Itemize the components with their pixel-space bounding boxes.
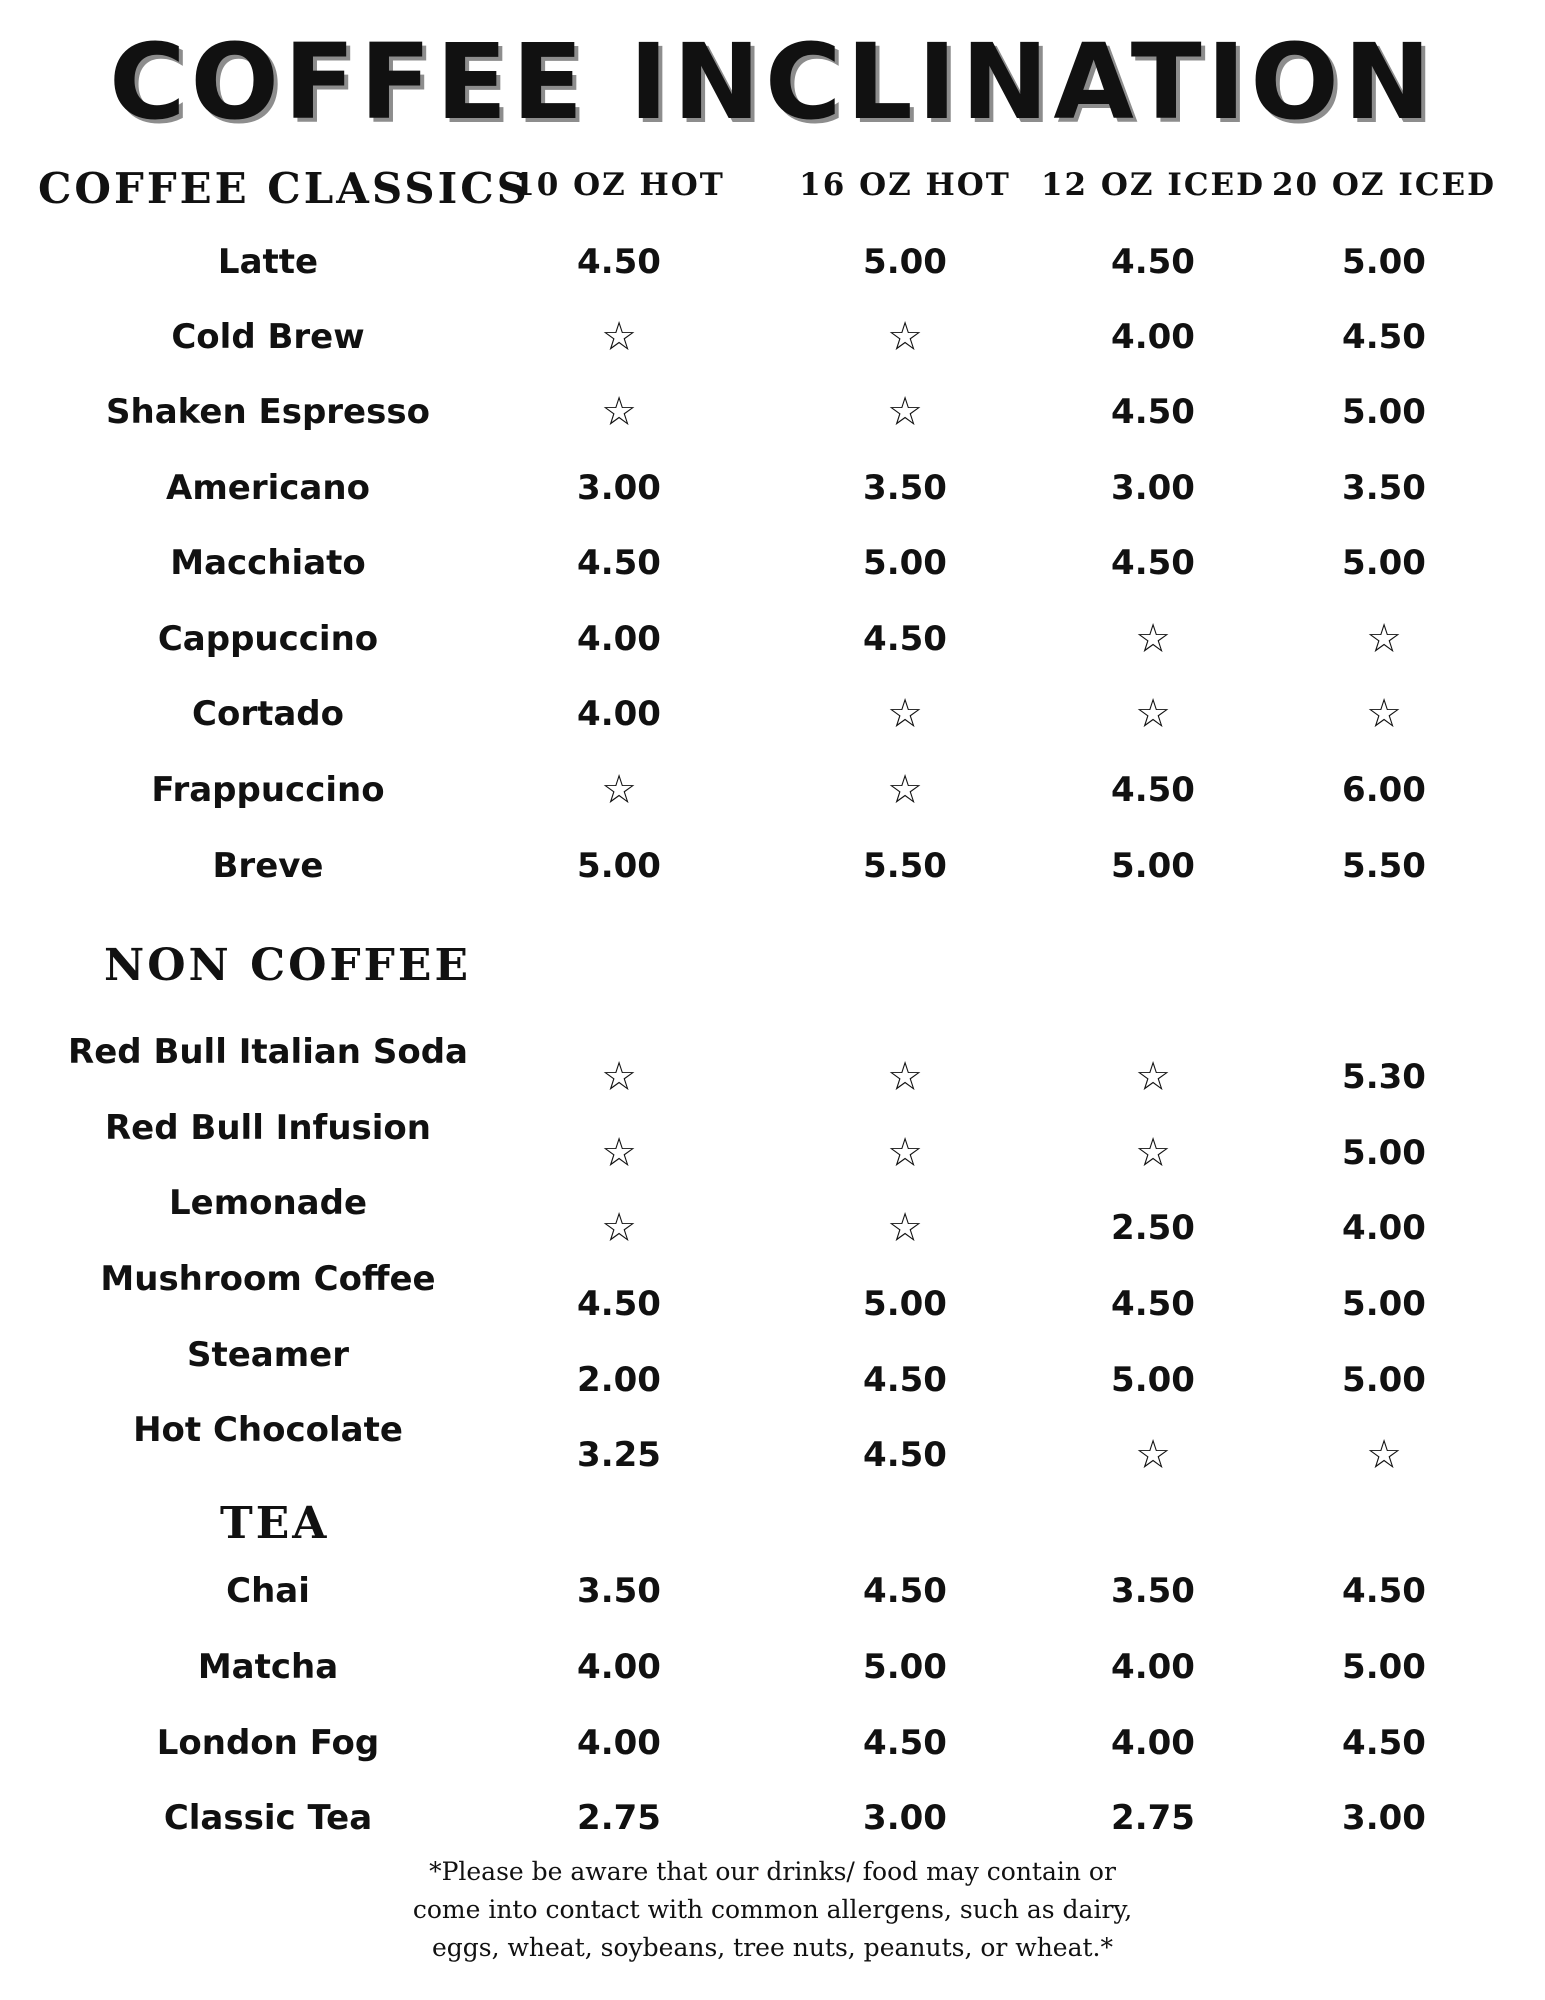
price-12oz-iced: 4.50 xyxy=(1111,1284,1195,1324)
price-20oz-iced: 5.00 xyxy=(1342,1133,1426,1173)
price-12oz-iced: 3.50 xyxy=(1111,1571,1195,1611)
price-20oz-iced: 5.00 xyxy=(1342,392,1426,432)
price-20oz-iced: 5.00 xyxy=(1342,1647,1426,1687)
price-20oz-iced: ☆ xyxy=(1366,1432,1402,1478)
price-20oz-iced: 3.50 xyxy=(1342,468,1426,508)
price-20oz-iced: 5.30 xyxy=(1342,1057,1426,1097)
column-header-12oz-iced: 12 OZ ICED xyxy=(1040,167,1266,203)
item-name: Shaken Espresso xyxy=(106,392,430,432)
price-10oz-hot: ☆ xyxy=(601,1054,637,1100)
price-12oz-iced: 5.00 xyxy=(1111,846,1195,886)
price-20oz-iced: 4.50 xyxy=(1342,317,1426,357)
price-20oz-iced: 5.00 xyxy=(1342,242,1426,282)
price-20oz-iced: 5.00 xyxy=(1342,543,1426,583)
price-16oz-hot: ☆ xyxy=(887,389,923,435)
price-12oz-iced: ☆ xyxy=(1135,1432,1171,1478)
column-header-10oz-hot: 10 OZ HOT xyxy=(513,167,725,203)
price-16oz-hot: ☆ xyxy=(887,767,923,813)
item-name: Americano xyxy=(166,468,370,508)
item-name: Mushroom Coffee xyxy=(100,1259,436,1299)
item-name: Frappuccino xyxy=(151,770,385,810)
price-10oz-hot: ☆ xyxy=(601,389,637,435)
item-name: Matcha xyxy=(197,1647,339,1687)
price-12oz-iced: 4.50 xyxy=(1111,242,1195,282)
price-16oz-hot: 3.00 xyxy=(863,1798,947,1838)
price-10oz-hot: 4.50 xyxy=(577,242,661,282)
footnote-line: eggs, wheat, soybeans, tree nuts, peanuts, or wheat.* xyxy=(431,1933,1114,1962)
price-20oz-iced: 3.00 xyxy=(1342,1798,1426,1838)
price-16oz-hot: ☆ xyxy=(887,1054,923,1100)
price-12oz-iced: 4.50 xyxy=(1111,770,1195,810)
price-10oz-hot: 3.25 xyxy=(577,1435,661,1475)
item-name: Steamer xyxy=(187,1335,349,1375)
price-16oz-hot: 4.50 xyxy=(863,1571,947,1611)
price-12oz-iced: 4.50 xyxy=(1111,392,1195,432)
price-12oz-iced: 4.50 xyxy=(1111,543,1195,583)
price-16oz-hot: ☆ xyxy=(887,691,923,737)
price-10oz-hot: 4.00 xyxy=(577,694,661,734)
item-name: Cappuccino xyxy=(157,619,379,659)
price-20oz-iced: 5.50 xyxy=(1342,846,1426,886)
price-16oz-hot: 5.00 xyxy=(863,242,947,282)
item-name: Breve xyxy=(212,846,324,886)
price-10oz-hot: 3.00 xyxy=(577,468,661,508)
price-10oz-hot: 5.00 xyxy=(577,846,661,886)
price-10oz-hot: 3.50 xyxy=(577,1571,661,1611)
price-16oz-hot: 5.00 xyxy=(863,1284,947,1324)
price-16oz-hot: 4.50 xyxy=(863,1360,947,1400)
price-16oz-hot: 4.50 xyxy=(863,619,947,659)
price-12oz-iced: ☆ xyxy=(1135,691,1171,737)
price-12oz-iced: 2.75 xyxy=(1111,1798,1195,1838)
item-name: Classic Tea xyxy=(163,1798,373,1838)
price-12oz-iced: 4.00 xyxy=(1111,1723,1195,1763)
price-10oz-hot: 4.50 xyxy=(577,543,661,583)
section-title-non-coffee: NON COFFEE xyxy=(104,940,471,991)
price-16oz-hot: 5.00 xyxy=(863,543,947,583)
price-16oz-hot: ☆ xyxy=(887,1130,923,1176)
item-name: Macchiato xyxy=(170,543,366,583)
item-name: London Fog xyxy=(156,1723,380,1763)
section-title-tea: TEA xyxy=(220,1498,330,1549)
section-title-coffee-classics: COFFEE CLASSICS xyxy=(38,164,530,213)
price-20oz-iced: 4.00 xyxy=(1342,1208,1426,1248)
price-10oz-hot: 4.00 xyxy=(577,619,661,659)
price-16oz-hot: 3.50 xyxy=(863,468,947,508)
price-20oz-iced: ☆ xyxy=(1366,691,1402,737)
column-header-20oz-iced: 20 OZ ICED xyxy=(1271,167,1497,203)
price-10oz-hot: ☆ xyxy=(601,1205,637,1251)
price-20oz-iced: 4.50 xyxy=(1342,1571,1426,1611)
price-20oz-iced: 5.00 xyxy=(1342,1360,1426,1400)
price-16oz-hot: ☆ xyxy=(887,1205,923,1251)
price-12oz-iced: 4.00 xyxy=(1111,317,1195,357)
price-10oz-hot: ☆ xyxy=(601,314,637,360)
item-name: Chai xyxy=(226,1571,310,1611)
price-10oz-hot: ☆ xyxy=(601,1130,637,1176)
price-10oz-hot: 2.75 xyxy=(577,1798,661,1838)
price-16oz-hot: 5.00 xyxy=(863,1647,947,1687)
price-10oz-hot: 4.00 xyxy=(577,1647,661,1687)
footnote-line: come into contact with common allergens, such as dairy, xyxy=(412,1895,1133,1924)
price-12oz-iced: 4.00 xyxy=(1111,1647,1195,1687)
item-name: Cold Brew xyxy=(171,317,365,357)
item-name: Cortado xyxy=(192,694,344,734)
item-name: Red Bull Italian Soda xyxy=(68,1032,468,1072)
price-12oz-iced: ☆ xyxy=(1135,616,1171,662)
price-20oz-iced: 4.50 xyxy=(1342,1723,1426,1763)
price-12oz-iced: 5.00 xyxy=(1111,1360,1195,1400)
price-16oz-hot: 4.50 xyxy=(863,1723,947,1763)
price-10oz-hot: 2.00 xyxy=(577,1360,661,1400)
allergen-footnote xyxy=(0,1853,1545,1967)
price-20oz-iced: ☆ xyxy=(1366,616,1402,662)
price-12oz-iced: ☆ xyxy=(1135,1054,1171,1100)
price-20oz-iced: 6.00 xyxy=(1342,770,1426,810)
price-16oz-hot: 5.50 xyxy=(863,846,947,886)
price-10oz-hot: ☆ xyxy=(601,767,637,813)
price-12oz-iced: ☆ xyxy=(1135,1130,1171,1176)
item-name: Lemonade xyxy=(168,1183,368,1223)
price-16oz-hot: ☆ xyxy=(887,314,923,360)
price-12oz-iced: 3.00 xyxy=(1111,468,1195,508)
item-name: Latte xyxy=(217,242,319,282)
column-header-16oz-hot: 16 OZ HOT xyxy=(799,167,1011,203)
price-10oz-hot: 4.00 xyxy=(577,1723,661,1763)
price-20oz-iced: 5.00 xyxy=(1342,1284,1426,1324)
item-name: Red Bull Infusion xyxy=(105,1108,431,1148)
price-10oz-hot: 4.50 xyxy=(577,1284,661,1324)
price-16oz-hot: 4.50 xyxy=(863,1435,947,1475)
page-title: COFFEE INCLINATION xyxy=(109,21,1436,143)
price-12oz-iced: 2.50 xyxy=(1111,1208,1195,1248)
item-name: Hot Chocolate xyxy=(133,1410,403,1450)
footnote-line: *Please be aware that our drinks/ food may contain or xyxy=(429,1857,1116,1886)
